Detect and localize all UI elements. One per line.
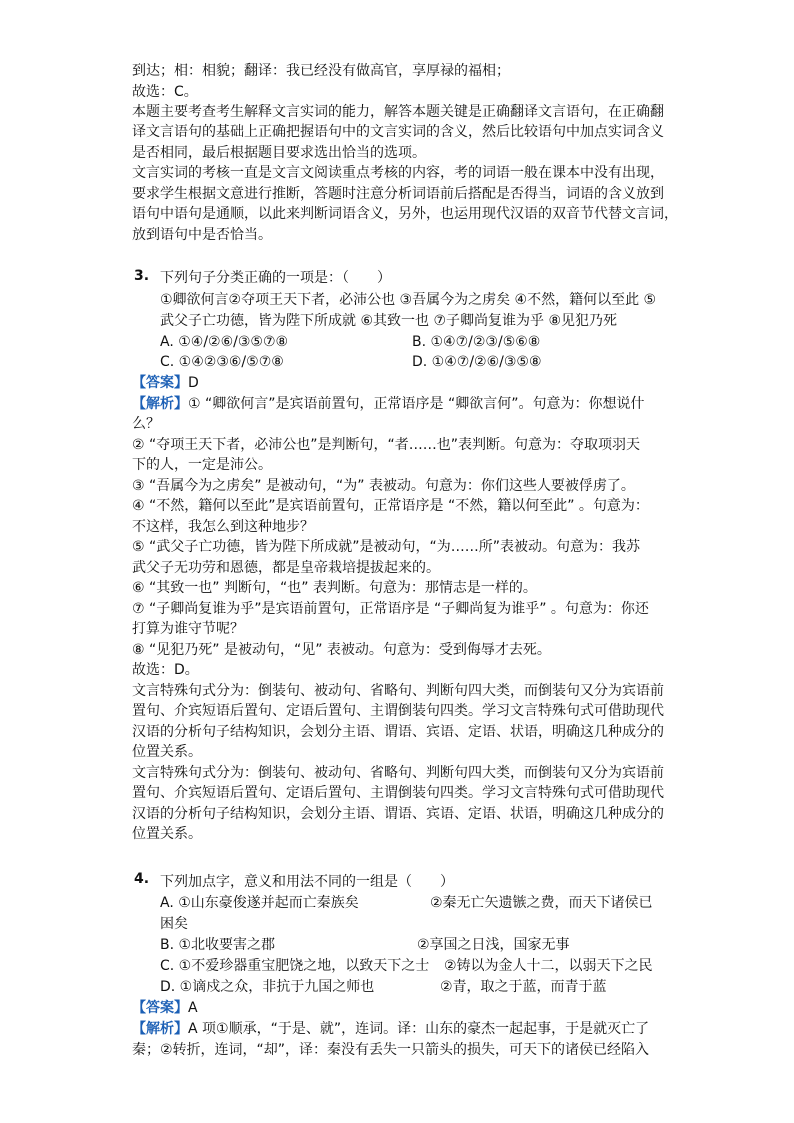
- question-stem: 下列加点字，意义和用法不同的一组是（ ）: [160, 874, 454, 890]
- analysis-line: 汉语的分析句子结构知识，会划分主语、谓语、宾语、定语、状语，明确这几种成分的: [132, 724, 664, 740]
- analysis-line: ② “夺项王天下者，必沛公也”是判断句，“者……也”表判断。句意为：夺取项羽天: [132, 437, 641, 453]
- analysis-line: 故选：D。: [132, 662, 199, 678]
- analysis-line: 位置关系。: [132, 826, 202, 842]
- option-d-2: ②青，取之于蓝，而青于蓝: [440, 979, 607, 995]
- option-b-1: B. ①北收要害之郡: [160, 937, 276, 953]
- option-a-2: ②秦无亡矢遗镞之费，而天下诸侯已: [430, 895, 653, 911]
- analysis-line: 【解析】① “卿欲何言”是宾语前置句，正常语序是 “卿欲言何”。句意为：你想说什: [132, 396, 645, 412]
- intro-line: 要求学生根据文意进行推断，答题时注意分析词语前后搭配是否得当，词语的含义放到: [132, 186, 664, 202]
- analysis-line: 文言特殊句式分为：倒装句、被动句、省略句、判断句四大类，而倒装句又分为宾语前: [132, 765, 664, 781]
- option-a-3: 困矣: [160, 916, 188, 932]
- intro-line: 文言实词的考核一直是文言文阅读重点考核的内容，考的词语一般在课本中没有出现，: [132, 165, 664, 181]
- intro-line: 译文言语句的基础上正确把握语句中的文言实词的含义，然后比较语句中加点实词含义: [132, 124, 664, 140]
- analysis-line: ⑤ “武父子亡功德，皆为陛下所成就”是被动句，“为……所”表被动。句意为：我苏: [132, 539, 641, 555]
- option-a: A. ①④/②⑥/③⑤⑦⑧: [160, 334, 289, 350]
- analysis-line: ⑧ “见犯乃死” 是被动句，“见” 表被动。句意为：受到侮辱才去死。: [132, 642, 551, 658]
- intro-line: 故选：C。: [132, 84, 198, 100]
- intro-line: 到达；相：相貌；翻译：我已经没有做高官，享厚禄的福相；: [132, 63, 510, 79]
- analysis-line: 打算为谁守节呢？: [132, 621, 244, 637]
- analysis-line: 汉语的分析句子结构知识，会划分主语、谓语、宾语、定语、状语，明确这几种成分的: [132, 806, 664, 822]
- analysis-line: 置句、介宾短语后置句、定语后置句、主谓倒装句四类。学习文言特殊句式可借助现代: [132, 703, 664, 719]
- analysis-line: 位置关系。: [132, 744, 202, 760]
- question-stem: 下列句子分类正确的一项是：（ ）: [160, 270, 391, 286]
- intro-line: 是否相同，最后根据题目要求选出恰当的选项。: [132, 145, 426, 161]
- option-b-2: ②享国之日浅，国家无事: [417, 937, 570, 953]
- analysis-line: 置句、介宾短语后置句、定语后置句、主谓倒装句四类。学习文言特殊句式可借助现代: [132, 785, 664, 801]
- analysis-line: 秦；②转折，连词，“却”，译：秦没有丢失一只箭头的损失，可天下的诸侯已经陷入: [132, 1042, 650, 1058]
- answer-line: [132, 998, 198, 1018]
- analysis-tag: 【解析】: [132, 1021, 188, 1037]
- intro-line: 放到语句中是否恰当。: [132, 227, 272, 243]
- intro-line: 语句中语句是通顺，以此来判断词语含义，另外，也运用现代汉语的双音节代替文言词，: [132, 206, 678, 222]
- answer-value: D: [188, 375, 199, 391]
- option-c-1: C. ①不爱珍器重宝肥饶之地，以致天下之士: [160, 958, 430, 974]
- analysis-tag: 【解析】: [132, 396, 188, 412]
- answer-tag: 【答案】: [132, 1000, 188, 1016]
- option-b: B. ①④⑦/②③/⑤⑥⑧: [412, 334, 541, 350]
- analysis-line: ④ “不然，籍何以至此”是宾语前置句，正常语序是 “不然，籍以何至此” 。句意为：: [132, 498, 649, 514]
- question-number: 3.: [134, 268, 150, 284]
- option-d-1: D. ①谪戍之众，非抗于九国之师也: [160, 979, 375, 995]
- intro-line: 本题主要考查考生解释文言实词的能力，解答本题关键是正确翻译文言语句，在正确翻: [132, 104, 664, 120]
- question-sentences: ①卿欲何言②夺项王天下者，必沛公也 ③吾属今为之虏矣 ④不然，籍何以至此 ⑤: [160, 292, 657, 308]
- analysis-line: 文言特殊句式分为：倒装句、被动句、省略句、判断句四大类，而倒装句又分为宾语前: [132, 683, 664, 699]
- analysis-line: 【解析】A 项①顺承，“于是、就”，连词。译：山东的豪杰一起起事，于是就灭亡了: [132, 1021, 650, 1037]
- option-d: D. ①④⑦/②⑥/③⑤⑧: [412, 354, 542, 370]
- analysis-line: 么？: [132, 416, 160, 432]
- analysis-line: 武父子无功劳和恩德，都是皇帝栽培提拔起来的。: [132, 560, 440, 576]
- answer-value: A: [188, 1000, 198, 1016]
- analysis-line: 下的人，一定是沛公。: [132, 457, 272, 473]
- question-sentences: 武父子亡功德，皆为陛下所成就 ⑥其致一也 ⑦子卿尚复谁为乎 ⑧见犯乃死: [160, 313, 618, 329]
- analysis-line: ⑦ “子卿尚复谁为乎”是宾语前置句，正常语序是 “子卿尚复为谁乎” 。句意为：你还: [132, 601, 649, 617]
- option-a-1: A. ①山东豪俊遂并起而亡秦族矣: [160, 895, 359, 911]
- option-c: C. ①④②③⑥/⑤⑦⑧: [160, 354, 284, 370]
- analysis-line: 不这样，我怎么到这种地步？: [132, 519, 314, 535]
- answer-tag: 【答案】: [132, 375, 188, 391]
- answer-line: [132, 373, 199, 393]
- analysis-line: ⑥ “其致一也” 判断句，“也” 表判断。句意为：那情志是一样的。: [132, 580, 537, 596]
- question-number: 4.: [134, 871, 150, 887]
- option-c-2: ②铸以为金人十二，以弱天下之民: [444, 958, 653, 974]
- analysis-line: ③ “吾属今为之虏矣” 是被动句，“为” 表被动。句意为：你们这些人要被俘虏了。: [132, 478, 635, 494]
